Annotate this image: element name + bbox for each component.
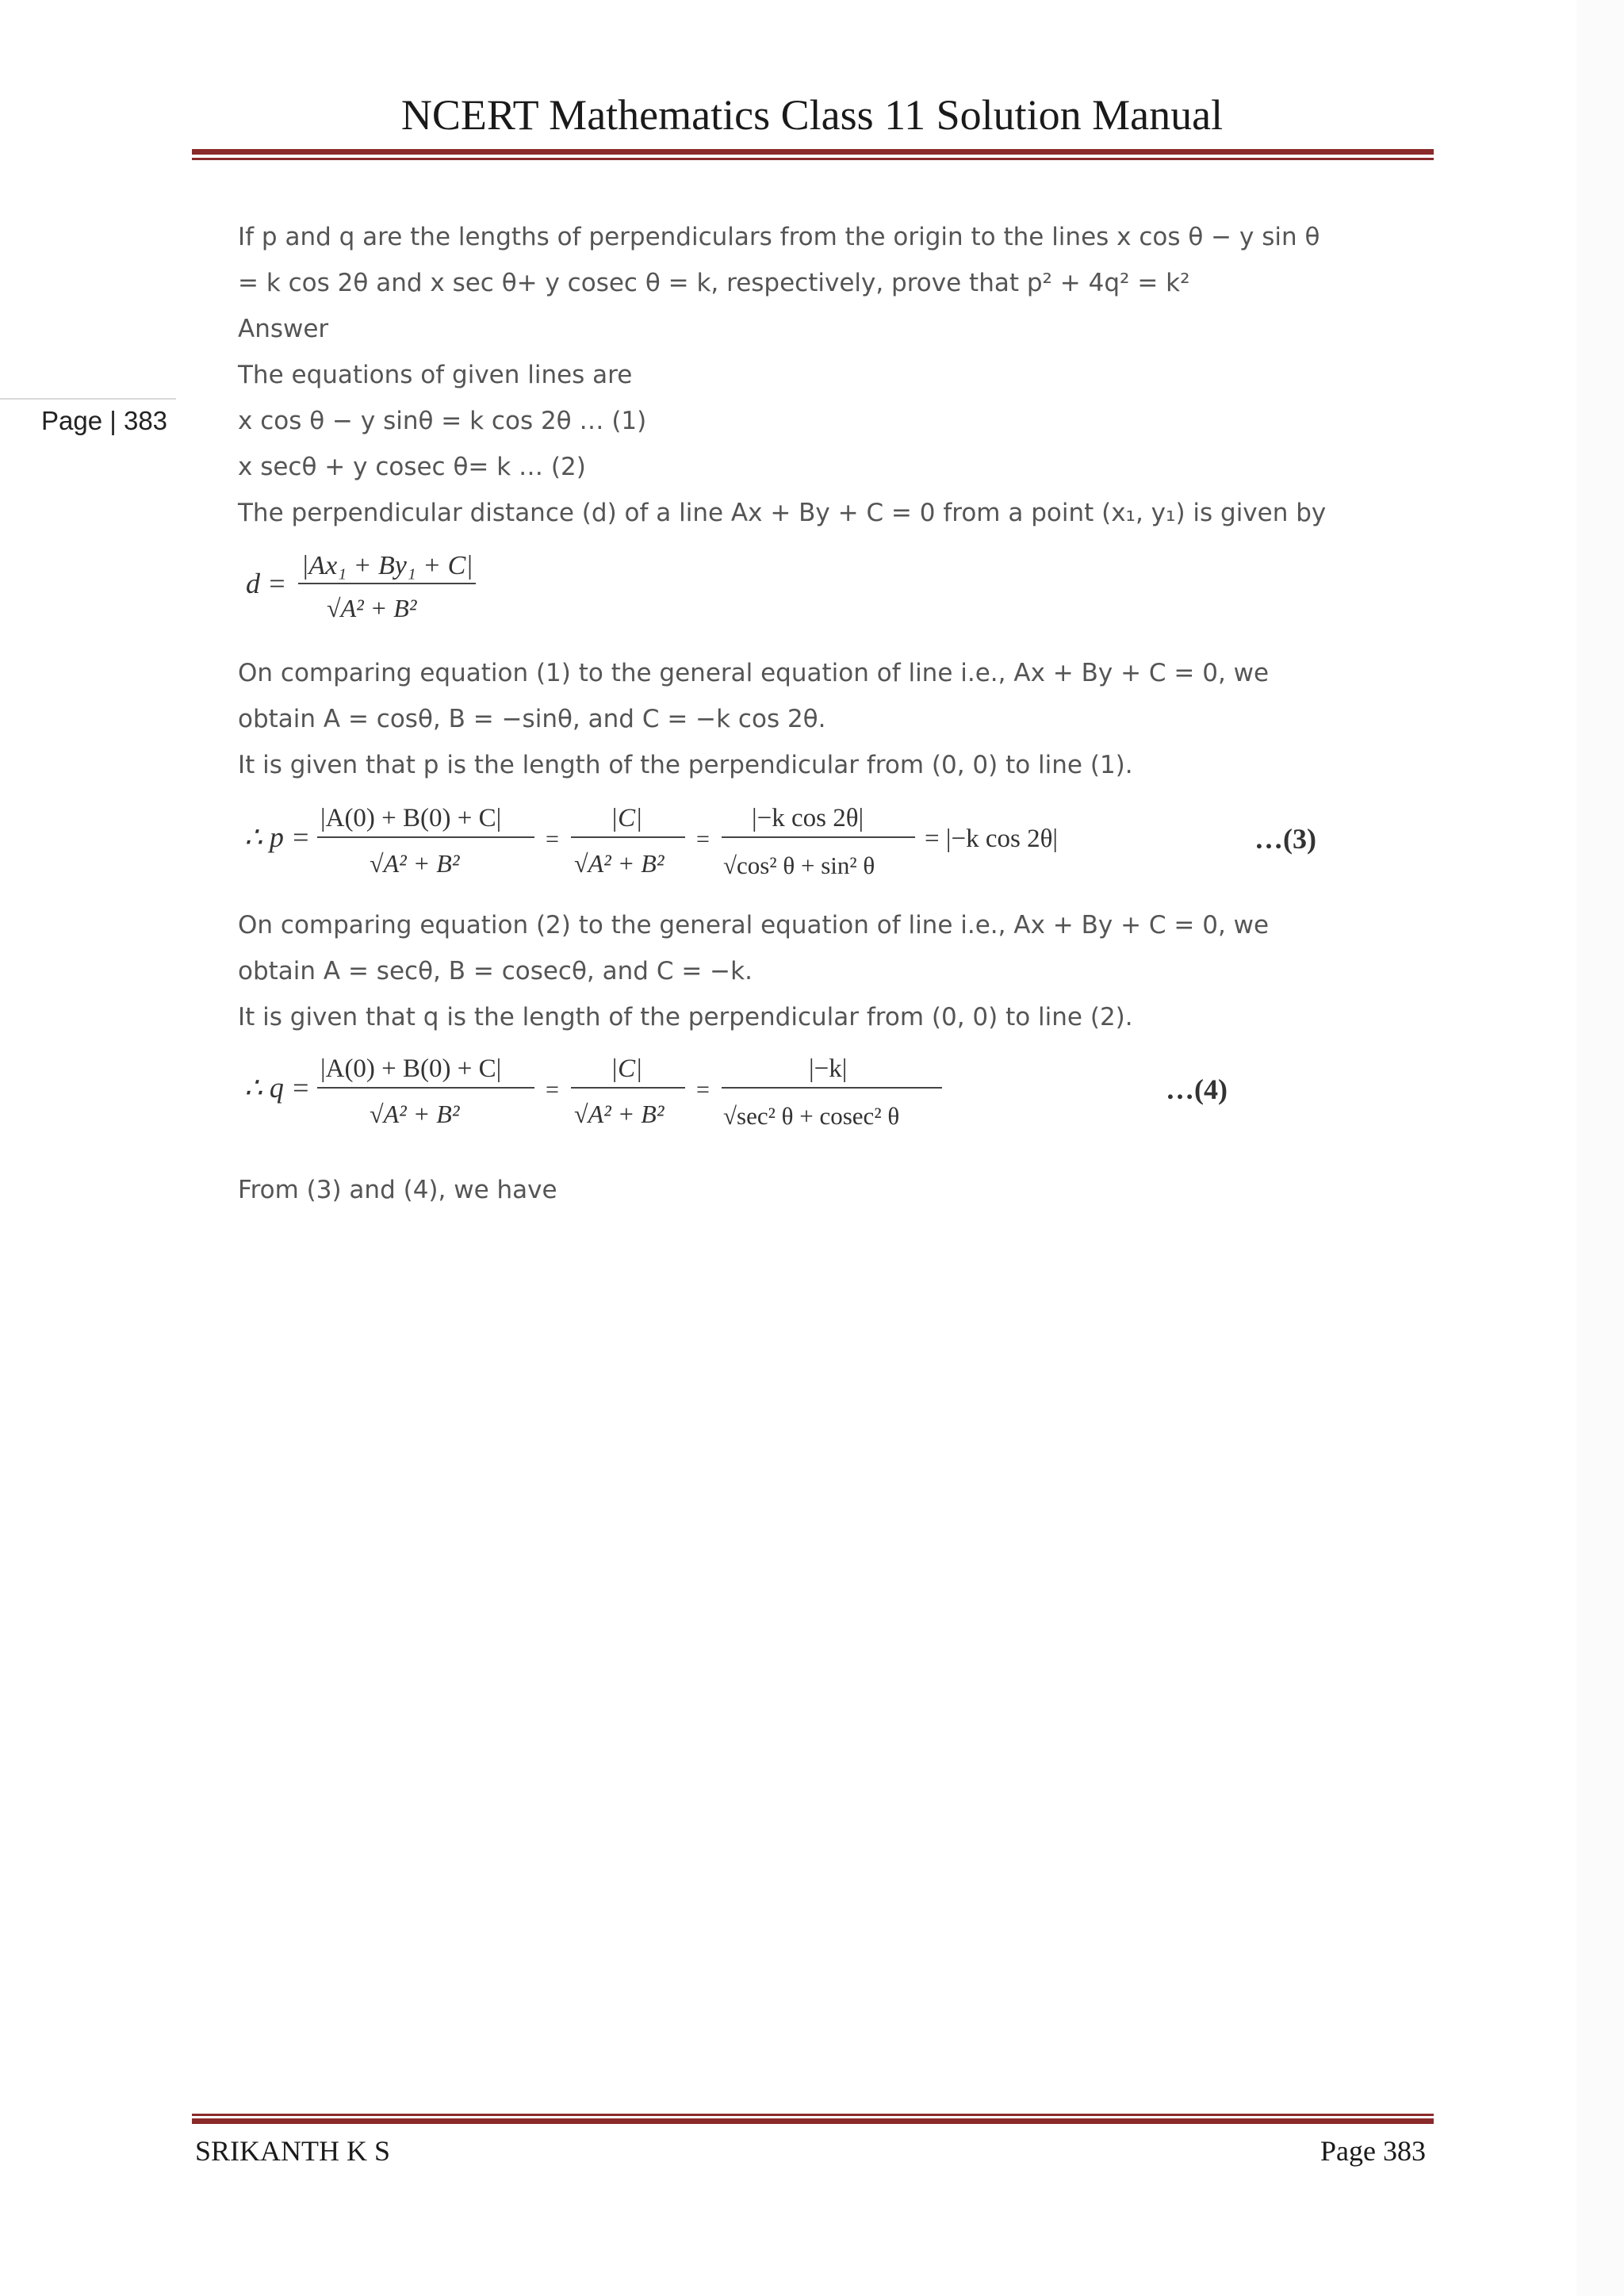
p-numerator-1: |A(0) + B(0) + C| [320, 804, 502, 832]
p-denominator-2: √A² + B² [574, 849, 665, 878]
p-equation-tag: …(3) [1254, 823, 1316, 855]
side-margin-rule [0, 398, 176, 400]
q-lhs: ∴ q = [244, 1072, 311, 1104]
q-formula [238, 1045, 1364, 1140]
q-equals-1: = [546, 1077, 559, 1103]
p-denominator-3: √cos² θ + sin² θ [723, 851, 875, 879]
q-numerator-3: |−k| [809, 1054, 848, 1083]
given-p-text: It is given that p is the length of the perpendicular from (0, 0) to line (1). [238, 751, 1133, 779]
p-numerator-3: |−k cos 2θ| [752, 804, 864, 832]
p-result: = |−k cos 2θ| [925, 825, 1058, 853]
distance-formula [238, 542, 523, 629]
d-numerator: |Ax₁ + By₁ + C| [301, 551, 473, 580]
header-rule-thin [192, 158, 1434, 160]
answer-label: Answer [238, 315, 329, 343]
q-denominator-1: √A² + B² [370, 1100, 460, 1128]
footer-page-number: Page 383 [1320, 2135, 1426, 2167]
side-page-label: Page | 383 [41, 406, 168, 435]
footer-author: SRIKANTH K S [195, 2135, 391, 2167]
page-header-title: NCERT Mathematics Class 11 Solution Manual [400, 91, 1224, 139]
q-equation-tag: …(4) [1166, 1073, 1228, 1105]
footer-rule-thin [192, 2114, 1434, 2116]
p-denominator-1: √A² + B² [370, 849, 460, 878]
question-line-1: If p and q are the lengths of perpendiculars from the origin to the lines x cos θ − y sin θ [238, 223, 1320, 251]
d-denominator: √A² + B² [327, 594, 417, 622]
q-denominator-3: √sec² θ + cosec² θ [723, 1102, 900, 1130]
compare-1-line-2: obtain A = cosθ, B = −sinθ, and C = −k cos 2θ. [238, 705, 826, 733]
d-lhs: d = [246, 568, 287, 599]
from-text: From (3) and (4), we have [238, 1176, 557, 1204]
compare-2-line-1: On comparing equation (2) to the general equation of line i.e., Ax + By + C = 0, we [238, 911, 1270, 939]
header-rule-thick [192, 149, 1434, 155]
p-equals-1: = [546, 826, 559, 852]
question-line-2: = k cos 2θ and x sec θ+ y cosec θ = k, respectively, prove that p² + 4q² = k² [238, 269, 1190, 297]
page-edge-shade [1576, 0, 1624, 2296]
p-equals-2: = [696, 826, 710, 852]
q-equals-2: = [696, 1077, 710, 1103]
p-formula [238, 794, 1364, 890]
p-numerator-2: |C| [611, 804, 643, 832]
intro-text: The equations of given lines are [238, 361, 633, 389]
q-numerator-2: |C| [611, 1054, 643, 1083]
compare-1-line-1: On comparing equation (1) to the general equation of line i.e., Ax + By + C = 0, we [238, 659, 1270, 687]
distance-text: The perpendicular distance (d) of a line Ax + By + C = 0 from a point (x₁, y₁) is given by [238, 499, 1327, 527]
equation-1: x cos θ − y sinθ = k cos 2θ … (1) [238, 407, 647, 435]
q-numerator-1: |A(0) + B(0) + C| [320, 1054, 502, 1083]
p-lhs: ∴ p = [244, 821, 311, 853]
given-q-text: It is given that q is the length of the perpendicular from (0, 0) to line (2). [238, 1003, 1133, 1031]
q-denominator-2: √A² + B² [574, 1100, 665, 1128]
equation-2: x secθ + y cosec θ= k … (2) [238, 453, 586, 481]
footer-rule-thick [192, 2118, 1434, 2124]
compare-2-line-2: obtain A = secθ, B = cosecθ, and C = −k. [238, 957, 753, 985]
